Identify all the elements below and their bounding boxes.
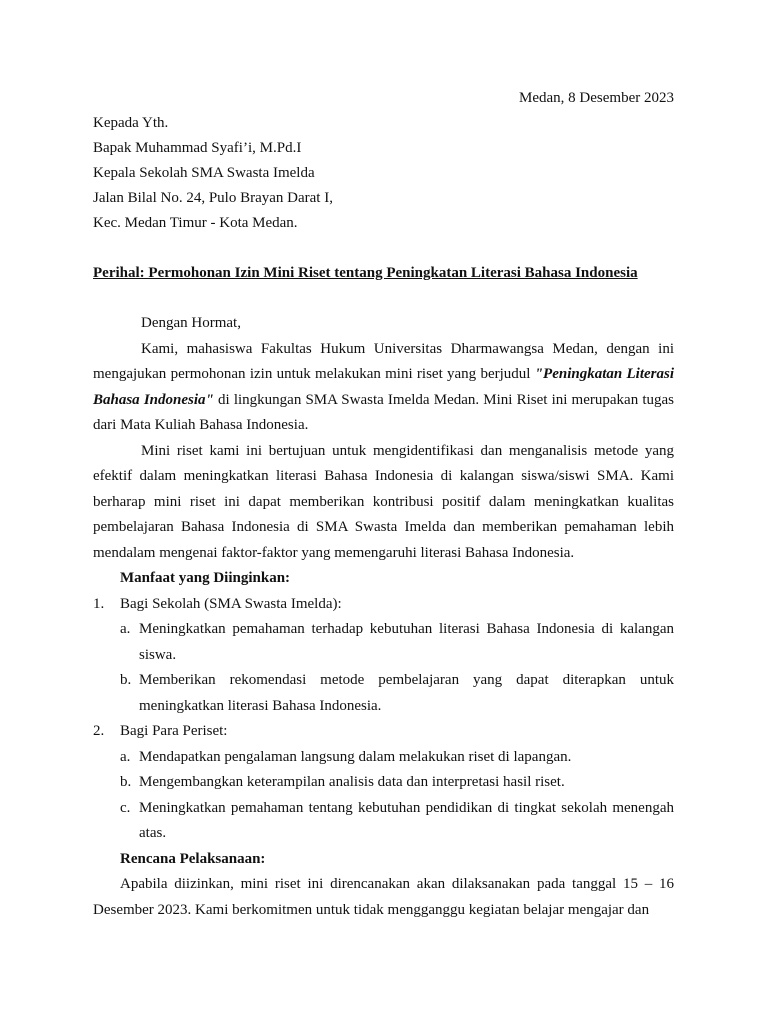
body-paragraph-plan: Apabila diizinkan, mini riset ini direncanakan akan dilaksanakan pada tanggal 15 – 16 Desember 2023. Kami berkomitmen untuk tidak mengganggu kegiatan belajar mengajar dan	[93, 876, 674, 918]
salutation: Dengan Hormat,	[141, 315, 241, 331]
benefit-sub-item	[120, 770, 674, 796]
benefit-sub-item	[120, 796, 674, 847]
benefit-sub-letter: a.	[120, 748, 131, 765]
benefit-item-number: 1.	[93, 595, 105, 612]
body-paragraph-purpose: Mini riset kami ini bertujuan untuk mengidentifikasi dan menganalisis metode yang efektif dalam meningkatkan literasi Bahasa Indonesia di kalangan siswa/siswi SMA. Kami berharap mini riset ini dapat memberikan kontribusi positif dalam meningkatkan kualitas pembelajaran Bahasa Indonesia di SMA Swasta Imelda dan memberikan pemahaman lebih mendalam mengenai faktor-faktor yang memengaruhi literasi Bahasa Indonesia.	[93, 442, 674, 561]
benefit-sub-text: Mengembangkan keterampilan analisis data dan interpretasi hasil riset.	[139, 774, 565, 790]
recipient-block	[93, 111, 674, 236]
benefit-item-school	[93, 592, 674, 720]
intro-text-before: Kami, mahasiswa Fakultas Hukum Universitas Dharmawangsa Medan, dengan ini mengajukan permohonan izin untuk melakukan mini riset yang berjudul	[93, 340, 674, 382]
letter-body	[93, 311, 674, 923]
benefit-item-researchers	[93, 719, 674, 847]
benefit-item-label: Bagi Sekolah (SMA Swasta Imelda):	[120, 595, 342, 612]
benefit-sub-text: Meningkatkan pemahaman terhadap kebutuhan literasi Bahasa Indonesia di kalangan siswa.	[139, 621, 674, 663]
benefit-sub-text: Meningkatkan pemahaman tentang kebutuhan pendidikan di tingkat sekolah menengah atas.	[139, 799, 674, 841]
recipient-address-street: Jalan Bilal No. 24, Pulo Brayan Darat I,	[93, 190, 333, 206]
letter-page	[93, 86, 674, 923]
benefit-sub-item	[120, 668, 674, 719]
recipient-line-greeting: Kepada Yth.	[93, 115, 169, 131]
benefit-sub-letter: c.	[120, 799, 131, 816]
benefit-sub-letter: b.	[120, 672, 132, 688]
recipient-position: Kepala Sekolah SMA Swasta Imelda	[93, 165, 315, 181]
benefit-item-label: Bagi Para Periset:	[120, 723, 228, 739]
benefit-sub-list	[120, 617, 674, 719]
body-paragraph-intro	[93, 337, 674, 439]
benefits-heading: Manfaat yang Diinginkan:	[120, 570, 291, 586]
benefit-sub-letter: a.	[120, 621, 131, 637]
intro-text-after: di lingkungan SMA Swasta Imelda Medan. Mini Riset ini merupakan tugas dari Mata Kuliah Bahasa Indonesia.	[93, 391, 675, 433]
benefit-sub-item	[120, 745, 674, 771]
letter-subject: Perihal: Permohonan Izin Mini Riset tentang Peningkatan Literasi Bahasa Indonesia	[93, 265, 638, 281]
recipient-name: Bapak Muhammad Syafi’i, M.Pd.I	[93, 140, 302, 156]
plan-heading: Rencana Pelaksanaan:	[120, 850, 266, 867]
benefit-sub-letter: b.	[120, 774, 132, 790]
recipient-address-city: Kec. Medan Timur - Kota Medan.	[93, 215, 298, 231]
benefit-item-number: 2.	[93, 723, 105, 739]
benefit-sub-list	[120, 745, 674, 847]
benefit-sub-item	[120, 617, 674, 668]
research-title: "Peningkatan Literasi Bahasa Indonesia"	[93, 366, 674, 408]
benefits-list	[93, 592, 674, 847]
place-date: Medan, 8 Desember 2023	[519, 90, 674, 106]
benefit-sub-text: Memberikan rekomendasi metode pembelajaran yang dapat diterapkan untuk meningkatkan literasi Bahasa Indonesia.	[139, 672, 674, 714]
benefit-sub-text: Mendapatkan pengalaman langsung dalam melakukan riset di lapangan.	[139, 748, 572, 765]
